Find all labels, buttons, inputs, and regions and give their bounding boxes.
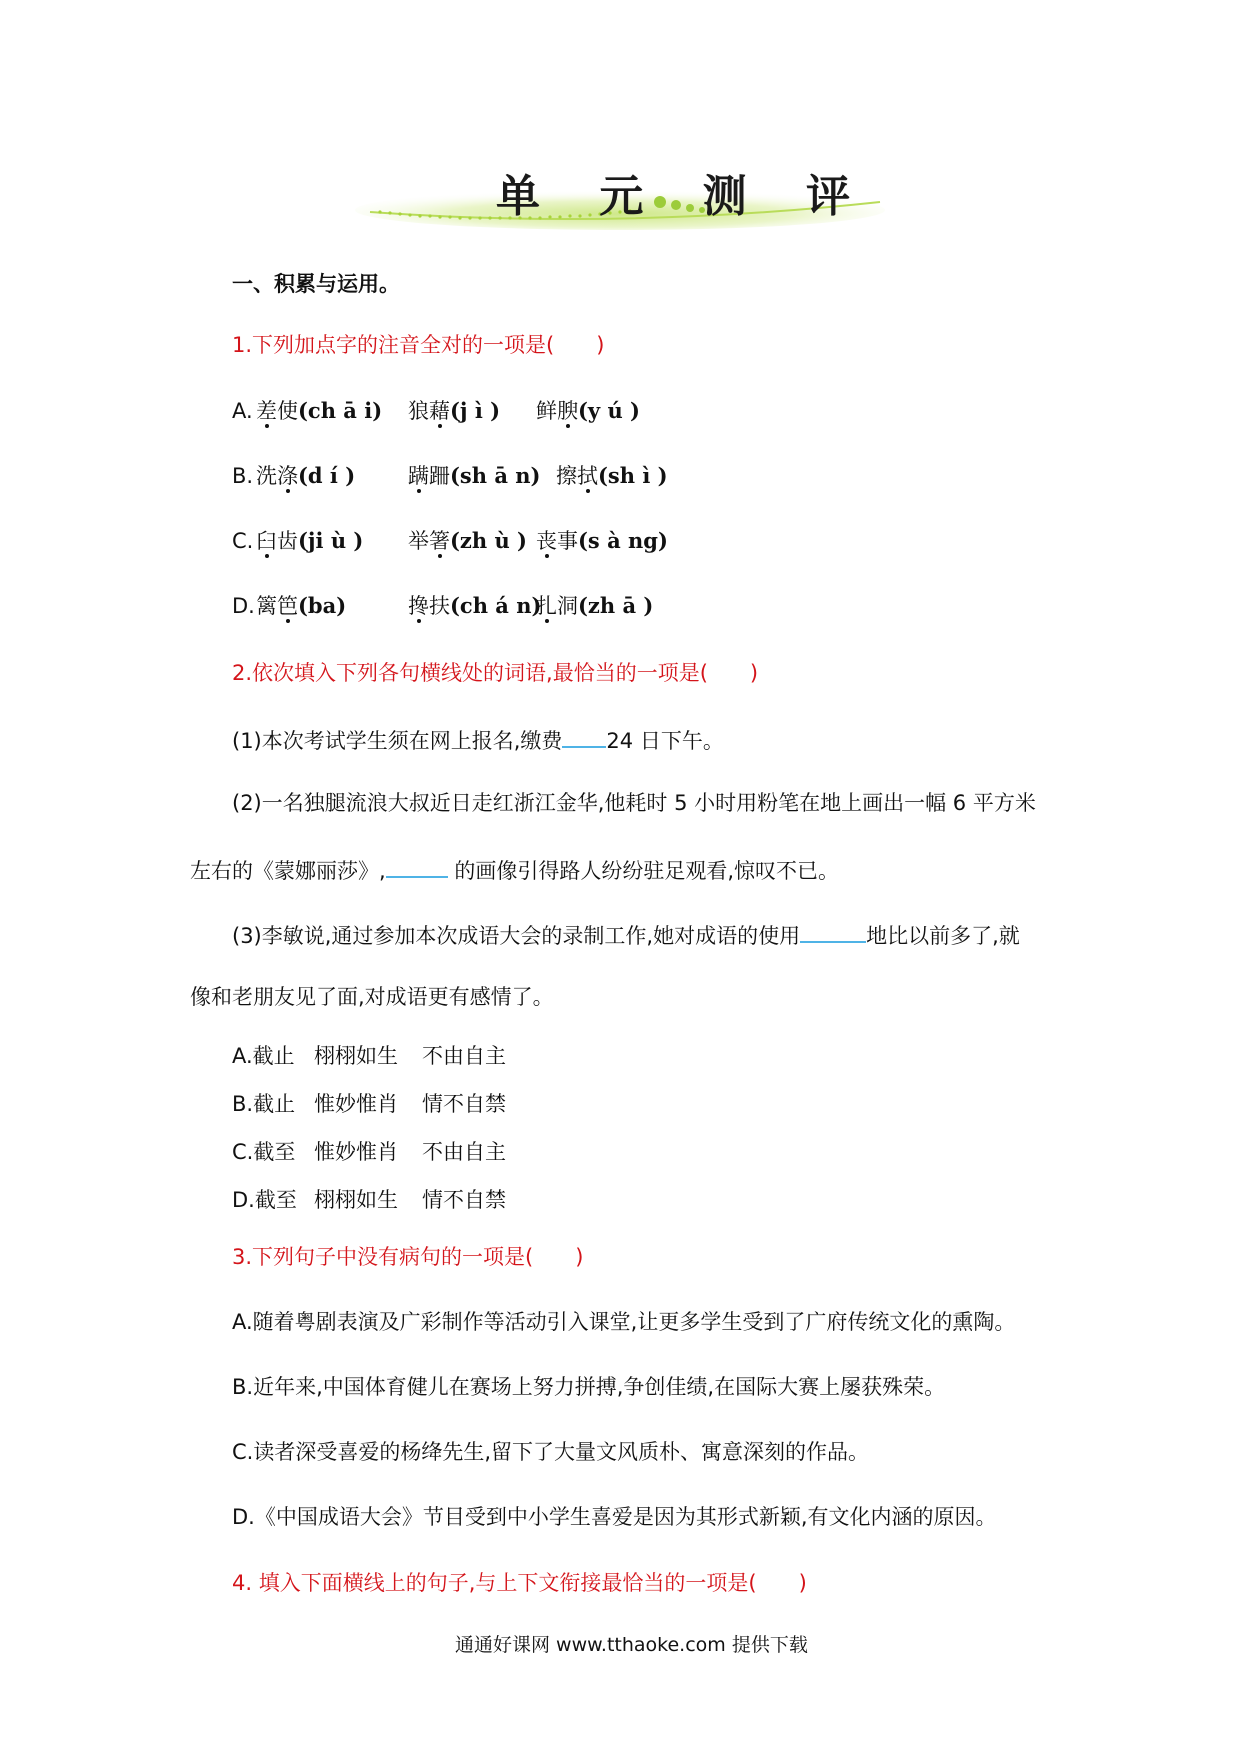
fill-blank — [386, 854, 448, 878]
q1-option-row — [232, 527, 668, 555]
word-with-pinyin — [256, 592, 346, 620]
word-with-pinyin — [408, 527, 527, 555]
page-title: 单 元 测 评 — [496, 171, 872, 222]
dotted-character: 差 — [256, 399, 277, 423]
question-3-stem: 3.下列句子中没有病句的一项是( ) — [232, 1245, 584, 1269]
dotted-character: 箸 — [429, 529, 450, 553]
q3-option: A.随着粤剧表演及广彩制作等活动引入课堂,让更多学生受到了广府传统文化的熏陶。 — [232, 1310, 1016, 1334]
option-word: C.截至 — [232, 1140, 296, 1164]
word-with-pinyin — [536, 527, 668, 555]
pinyin: (y ú ) — [578, 398, 640, 423]
section-heading: 一、积累与运用。 — [232, 272, 400, 296]
character: 洗 — [256, 464, 277, 488]
pinyin: (ba) — [298, 593, 347, 618]
q2-sentence-3-line-2: 像和老朋友见了面,对成语更有感情了。 — [190, 985, 554, 1009]
character: 鲜 — [536, 399, 557, 423]
dotted-character: 搀 — [408, 594, 429, 618]
character: 扶 — [429, 594, 450, 618]
sentence-text: 的画像引得路人纷纷驻足观看,惊叹不已。 — [447, 859, 840, 883]
dotted-character: 腴 — [557, 399, 578, 423]
dotted-character: 蹒 — [408, 464, 429, 488]
character: 举 — [408, 529, 429, 553]
option-word: B.截止 — [232, 1092, 296, 1116]
option-word: A.截止 — [232, 1044, 295, 1068]
pinyin: (zh ā ) — [578, 593, 654, 618]
character: 使 — [277, 399, 298, 423]
dotted-character: 笆 — [277, 594, 298, 618]
option-word: 栩栩如生 — [314, 1044, 398, 1068]
character: 齿 — [277, 529, 298, 553]
sentence-text: (1)本次考试学生须在网上报名,缴费 — [232, 729, 563, 753]
option-word: 情不自禁 — [422, 1092, 506, 1116]
dotted-character: 扎 — [536, 594, 557, 618]
character: 事 — [557, 529, 578, 553]
q3-option: C.读者深受喜爱的杨绛先生,留下了大量文风质朴、寓意深刻的作品。 — [232, 1440, 870, 1464]
option-word: 栩栩如生 — [314, 1188, 398, 1212]
option-letter: A. — [232, 399, 253, 423]
sentence-text: 24 日下午。 — [606, 729, 724, 753]
q1-option-row — [232, 397, 640, 425]
q2-sentence-2-line-2 — [190, 854, 839, 885]
word-with-pinyin — [256, 527, 363, 555]
question-4-stem: 4. 填入下面横线上的句子,与上下文衔接最恰当的一项是( ) — [232, 1571, 807, 1595]
option-letter: B. — [232, 464, 254, 488]
word-with-pinyin — [256, 462, 355, 490]
pinyin: (ji ù ) — [298, 528, 364, 553]
dotted-character: 臼 — [256, 529, 277, 553]
question-1-stem: 1.下列加点字的注音全对的一项是( ) — [232, 333, 605, 357]
fill-blank — [800, 919, 866, 943]
option-word: 惟妙惟肖 — [314, 1092, 398, 1116]
option-word: 不由自主 — [422, 1044, 506, 1068]
dotted-character: 涤 — [277, 464, 298, 488]
character: 狼 — [408, 399, 429, 423]
sentence-text: (3)李敏说,通过参加本次成语大会的录制工作,她对成语的使用 — [232, 924, 801, 948]
option-letter: D. — [232, 594, 255, 618]
word-with-pinyin — [256, 397, 382, 425]
word-with-pinyin — [536, 592, 653, 620]
q2-sentence-1 — [232, 724, 724, 755]
q2-sentence-3-line-1 — [232, 919, 1020, 950]
footer-credit: 通通好课网 www.tthaoke.com 提供下载 — [455, 1634, 808, 1656]
character: 篱 — [256, 594, 277, 618]
word-with-pinyin — [536, 397, 640, 425]
option-word: 惟妙惟肖 — [314, 1140, 398, 1164]
pinyin: (zh ù ) — [450, 528, 527, 553]
option-letter: C. — [232, 529, 254, 553]
option-word: 情不自禁 — [422, 1188, 506, 1212]
word-with-pinyin — [408, 397, 500, 425]
q3-option: D.《中国成语大会》节目受到中小学生喜爱是因为其形式新颖,有文化内涵的原因。 — [232, 1505, 997, 1529]
word-with-pinyin — [408, 592, 541, 620]
q1-option-row — [232, 462, 668, 490]
character: 跚 — [429, 464, 450, 488]
option-word: D.截至 — [232, 1188, 297, 1212]
pinyin: (ch á n) — [450, 593, 542, 618]
word-with-pinyin — [556, 462, 668, 490]
dotted-character: 拭 — [577, 464, 598, 488]
question-2-stem: 2.依次填入下列各句横线处的词语,最恰当的一项是( ) — [232, 661, 759, 685]
pinyin: (sh ā n) — [450, 463, 541, 488]
q2-sentence-2-line-1: (2)一名独腿流浪大叔近日走红浙江金华,他耗时 5 小时用粉笔在地上画出一幅 6 平方米 — [232, 791, 1036, 815]
word-with-pinyin — [408, 462, 540, 490]
option-word: 不由自主 — [422, 1140, 506, 1164]
pinyin: (ch ā i) — [298, 398, 383, 423]
character: 擦 — [556, 464, 577, 488]
dotted-character: 丧 — [536, 529, 557, 553]
character: 洞 — [557, 594, 578, 618]
q3-option: B.近年来,中国体育健儿在赛场上努力拼搏,争创佳绩,在国际大赛上屡获殊荣。 — [232, 1375, 946, 1399]
fill-blank — [562, 724, 606, 748]
pinyin: (d í ) — [298, 463, 356, 488]
q1-option-row — [232, 592, 654, 620]
dotted-character: 藉 — [429, 399, 450, 423]
pinyin: (s à ng) — [578, 528, 668, 553]
sentence-text: 地比以前多了,就 — [866, 924, 1020, 948]
pinyin: (sh ì ) — [598, 463, 668, 488]
sentence-text: 左右的《蒙娜丽莎》, — [190, 859, 386, 883]
pinyin: (j ì ) — [450, 398, 501, 423]
